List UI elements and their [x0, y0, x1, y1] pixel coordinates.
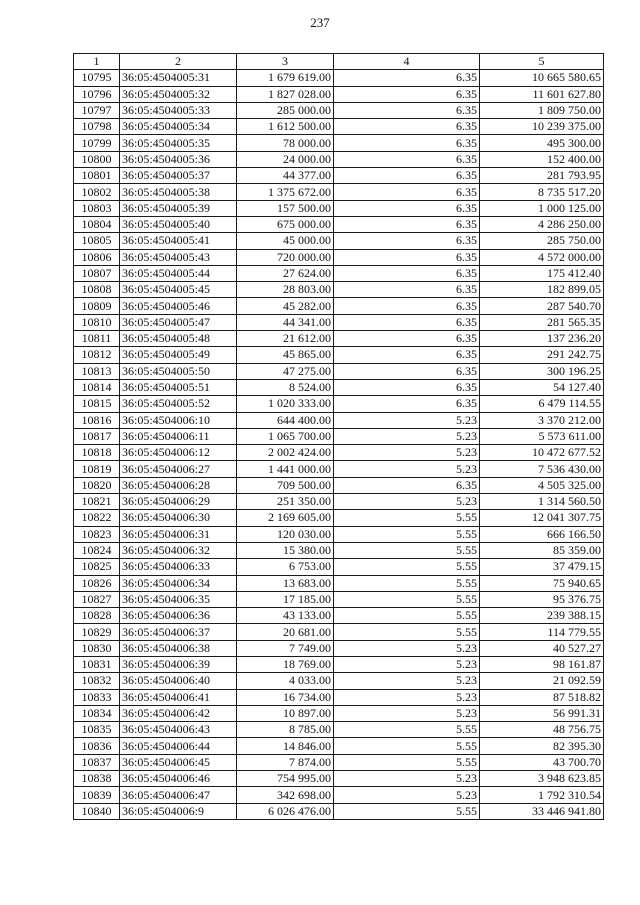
table-row — [74, 314, 604, 330]
table-row — [74, 705, 604, 721]
rate-cell: 6.35 — [334, 86, 480, 102]
table-row — [74, 184, 604, 200]
row-number-cell: 10820 — [74, 477, 120, 493]
table-row — [74, 445, 604, 461]
cadastral-number-cell: 36:05:4504006:43 — [120, 722, 237, 738]
cadastral-number-cell: 36:05:4504006:40 — [120, 673, 237, 689]
area-cell: 17 185.00 — [237, 591, 334, 607]
row-number-cell: 10799 — [74, 135, 120, 151]
area-cell: 45 282.00 — [237, 298, 334, 314]
rate-cell: 5.55 — [334, 722, 480, 738]
table-row — [74, 640, 604, 656]
rate-cell: 6.35 — [334, 151, 480, 167]
row-number-cell: 10828 — [74, 608, 120, 624]
area-cell: 1 020 333.00 — [237, 396, 334, 412]
table-row — [74, 494, 604, 510]
rate-cell: 6.35 — [334, 135, 480, 151]
value-cell: 1 000 125.00 — [480, 200, 604, 216]
table-row — [74, 249, 604, 265]
area-cell: 44 341.00 — [237, 314, 334, 330]
table-row — [74, 412, 604, 428]
value-cell: 1 792 310.54 — [480, 787, 604, 803]
area-cell: 2 002 424.00 — [237, 445, 334, 461]
rate-cell: 6.35 — [334, 216, 480, 232]
value-cell: 21 092.59 — [480, 673, 604, 689]
area-cell: 78 000.00 — [237, 135, 334, 151]
area-cell: 47 275.00 — [237, 363, 334, 379]
value-cell: 291 242.75 — [480, 347, 604, 363]
value-cell: 281 565.35 — [480, 314, 604, 330]
value-cell: 3 370 212.00 — [480, 412, 604, 428]
row-number-cell: 10802 — [74, 184, 120, 200]
cadastral-number-cell: 36:05:4504006:11 — [120, 428, 237, 444]
page-number: 237 — [310, 15, 330, 30]
rate-cell: 6.35 — [334, 102, 480, 118]
cadastral-number-cell: 36:05:4504006:34 — [120, 575, 237, 591]
row-number-cell: 10807 — [74, 265, 120, 281]
rate-cell: 6.35 — [334, 184, 480, 200]
value-cell: 4 572 000.00 — [480, 249, 604, 265]
cadastral-number-cell: 36:05:4504005:38 — [120, 184, 237, 200]
rate-cell: 6.35 — [334, 298, 480, 314]
rate-cell: 5.55 — [334, 624, 480, 640]
row-number-cell: 10796 — [74, 86, 120, 102]
rate-cell: 5.23 — [334, 656, 480, 672]
row-number-cell: 10808 — [74, 282, 120, 298]
row-number-cell: 10804 — [74, 216, 120, 232]
cadastral-number-cell: 36:05:4504005:35 — [120, 135, 237, 151]
rate-cell: 5.55 — [334, 738, 480, 754]
cadastral-number-cell: 36:05:4504005:49 — [120, 347, 237, 363]
table-row — [74, 428, 604, 444]
value-cell: 75 940.65 — [480, 575, 604, 591]
area-cell: 157 500.00 — [237, 200, 334, 216]
rate-cell: 5.23 — [334, 461, 480, 477]
area-cell: 27 624.00 — [237, 265, 334, 281]
area-cell: 6 753.00 — [237, 559, 334, 575]
row-number-cell: 10823 — [74, 526, 120, 542]
value-cell: 6 479 114.55 — [480, 396, 604, 412]
rate-cell: 6.35 — [334, 331, 480, 347]
row-number-cell: 10830 — [74, 640, 120, 656]
value-cell: 114 779.55 — [480, 624, 604, 640]
row-number-cell: 10824 — [74, 542, 120, 558]
value-cell: 87 518.82 — [480, 689, 604, 705]
rate-cell: 6.35 — [334, 314, 480, 330]
row-number-cell: 10833 — [74, 689, 120, 705]
row-number-cell: 10837 — [74, 754, 120, 770]
table-row — [74, 510, 604, 526]
area-cell: 45 865.00 — [237, 347, 334, 363]
cadastral-number-cell: 36:05:4504006:41 — [120, 689, 237, 705]
row-number-cell: 10806 — [74, 249, 120, 265]
area-cell: 1 065 700.00 — [237, 428, 334, 444]
cadastral-number-cell: 36:05:4504005:47 — [120, 314, 237, 330]
table-row — [74, 265, 604, 281]
area-cell: 1 827 028.00 — [237, 86, 334, 102]
row-number-cell: 10829 — [74, 624, 120, 640]
row-number-cell: 10810 — [74, 314, 120, 330]
cadastral-number-cell: 36:05:4504005:31 — [120, 70, 237, 86]
cadastral-number-cell: 36:05:4504006:44 — [120, 738, 237, 754]
rate-cell: 5.23 — [334, 494, 480, 510]
rate-cell: 5.55 — [334, 754, 480, 770]
rate-cell: 5.55 — [334, 803, 480, 819]
rate-cell: 6.35 — [334, 233, 480, 249]
row-number-cell: 10805 — [74, 233, 120, 249]
area-cell: 28 803.00 — [237, 282, 334, 298]
table-row — [74, 119, 604, 135]
value-cell: 85 359.00 — [480, 542, 604, 558]
cadastral-number-cell: 36:05:4504005:44 — [120, 265, 237, 281]
table-row — [74, 689, 604, 705]
rate-cell: 5.55 — [334, 575, 480, 591]
rate-cell: 5.23 — [334, 787, 480, 803]
rate-cell: 5.23 — [334, 428, 480, 444]
table-row — [74, 542, 604, 558]
area-cell: 1 612 500.00 — [237, 119, 334, 135]
area-cell: 1 375 672.00 — [237, 184, 334, 200]
row-number-cell: 10838 — [74, 771, 120, 787]
cadastral-number-cell: 36:05:4504005:43 — [120, 249, 237, 265]
cadastral-number-cell: 36:05:4504005:33 — [120, 102, 237, 118]
table-row — [74, 608, 604, 624]
table-row — [74, 233, 604, 249]
rate-cell: 6.35 — [334, 477, 480, 493]
table-row — [74, 379, 604, 395]
cadastral-number-cell: 36:05:4504006:32 — [120, 542, 237, 558]
area-cell: 720 000.00 — [237, 249, 334, 265]
table-row — [74, 591, 604, 607]
value-cell: 11 601 627.80 — [480, 86, 604, 102]
table-row — [74, 526, 604, 542]
area-cell: 13 683.00 — [237, 575, 334, 591]
rate-cell: 6.35 — [334, 265, 480, 281]
cadastral-number-cell: 36:05:4504005:45 — [120, 282, 237, 298]
area-cell: 44 377.00 — [237, 168, 334, 184]
table-row — [74, 102, 604, 118]
cadastral-number-cell: 36:05:4504006:27 — [120, 461, 237, 477]
cadastral-number-cell: 36:05:4504005:34 — [120, 119, 237, 135]
rate-cell: 5.55 — [334, 559, 480, 575]
table-row — [74, 673, 604, 689]
value-cell: 5 573 611.00 — [480, 428, 604, 444]
column-header-3: 3 — [237, 54, 334, 70]
value-cell: 152 400.00 — [480, 151, 604, 167]
area-cell: 342 698.00 — [237, 787, 334, 803]
row-number-cell: 10815 — [74, 396, 120, 412]
table-row — [74, 803, 604, 819]
row-number-cell: 10809 — [74, 298, 120, 314]
row-number-cell: 10840 — [74, 803, 120, 819]
rate-cell: 6.35 — [334, 379, 480, 395]
value-cell: 33 446 941.80 — [480, 803, 604, 819]
table-row — [74, 168, 604, 184]
rate-cell: 6.35 — [334, 363, 480, 379]
area-cell: 120 030.00 — [237, 526, 334, 542]
table-row — [74, 754, 604, 770]
rate-cell: 5.23 — [334, 771, 480, 787]
cadastral-number-cell: 36:05:4504006:33 — [120, 559, 237, 575]
value-cell: 10 239 375.00 — [480, 119, 604, 135]
value-cell: 40 527.27 — [480, 640, 604, 656]
table-row — [74, 363, 604, 379]
value-cell: 48 756.75 — [480, 722, 604, 738]
table-row — [74, 461, 604, 477]
area-cell: 754 995.00 — [237, 771, 334, 787]
row-number-cell: 10825 — [74, 559, 120, 575]
area-cell: 24 000.00 — [237, 151, 334, 167]
area-cell: 1 441 000.00 — [237, 461, 334, 477]
cadastral-number-cell: 36:05:4504005:51 — [120, 379, 237, 395]
cadastral-number-cell: 36:05:4504006:10 — [120, 412, 237, 428]
cadastral-number-cell: 36:05:4504006:39 — [120, 656, 237, 672]
area-cell: 20 681.00 — [237, 624, 334, 640]
rate-cell: 6.35 — [334, 119, 480, 135]
table-row — [74, 787, 604, 803]
cadastral-number-cell: 36:05:4504005:41 — [120, 233, 237, 249]
value-cell: 10 665 580.65 — [480, 70, 604, 86]
table-row — [74, 151, 604, 167]
area-cell: 43 133.00 — [237, 608, 334, 624]
cadastral-number-cell: 36:05:4504005:39 — [120, 200, 237, 216]
value-cell: 56 991.31 — [480, 705, 604, 721]
value-cell: 1 809 750.00 — [480, 102, 604, 118]
area-cell: 10 897.00 — [237, 705, 334, 721]
row-number-cell: 10831 — [74, 656, 120, 672]
rate-cell: 6.35 — [334, 396, 480, 412]
table-row — [74, 70, 604, 86]
row-number-cell: 10826 — [74, 575, 120, 591]
column-header-1: 1 — [74, 54, 120, 70]
table-row — [74, 575, 604, 591]
rate-cell: 6.35 — [334, 282, 480, 298]
value-cell: 1 314 560.50 — [480, 494, 604, 510]
value-cell: 8 735 517.20 — [480, 184, 604, 200]
rate-cell: 6.35 — [334, 249, 480, 265]
value-cell: 43 700.70 — [480, 754, 604, 770]
value-cell: 12 041 307.75 — [480, 510, 604, 526]
cadastral-number-cell: 36:05:4504006:9 — [120, 803, 237, 819]
area-cell: 45 000.00 — [237, 233, 334, 249]
cadastral-number-cell: 36:05:4504006:35 — [120, 591, 237, 607]
area-cell: 14 846.00 — [237, 738, 334, 754]
table-row — [74, 135, 604, 151]
table-row — [74, 559, 604, 575]
value-cell: 300 196.25 — [480, 363, 604, 379]
rate-cell: 6.35 — [334, 200, 480, 216]
area-cell: 644 400.00 — [237, 412, 334, 428]
table-row — [74, 396, 604, 412]
area-cell: 1 679 619.00 — [237, 70, 334, 86]
row-number-cell: 10818 — [74, 445, 120, 461]
cadastral-number-cell: 36:05:4504006:12 — [120, 445, 237, 461]
cadastral-number-cell: 36:05:4504006:42 — [120, 705, 237, 721]
table-row — [74, 624, 604, 640]
area-cell: 4 033.00 — [237, 673, 334, 689]
area-cell: 675 000.00 — [237, 216, 334, 232]
cadastral-number-cell: 36:05:4504005:37 — [120, 168, 237, 184]
cadastral-number-cell: 36:05:4504005:50 — [120, 363, 237, 379]
table-row — [74, 477, 604, 493]
table-row — [74, 86, 604, 102]
area-cell: 285 000.00 — [237, 102, 334, 118]
row-number-cell: 10816 — [74, 412, 120, 428]
area-cell: 2 169 605.00 — [237, 510, 334, 526]
value-cell: 182 899.05 — [480, 282, 604, 298]
area-cell: 8 785.00 — [237, 722, 334, 738]
rate-cell: 5.23 — [334, 705, 480, 721]
area-cell: 21 612.00 — [237, 331, 334, 347]
row-number-cell: 10803 — [74, 200, 120, 216]
rate-cell: 5.23 — [334, 689, 480, 705]
value-cell: 98 161.87 — [480, 656, 604, 672]
rate-cell: 5.23 — [334, 412, 480, 428]
cadastral-number-cell: 36:05:4504006:38 — [120, 640, 237, 656]
rate-cell: 5.55 — [334, 608, 480, 624]
cadastral-number-cell: 36:05:4504006:45 — [120, 754, 237, 770]
table-header-row — [74, 54, 604, 70]
row-number-cell: 10834 — [74, 705, 120, 721]
value-cell: 4 286 250.00 — [480, 216, 604, 232]
cadastral-number-cell: 36:05:4504006:29 — [120, 494, 237, 510]
rate-cell: 5.55 — [334, 510, 480, 526]
row-number-cell: 10839 — [74, 787, 120, 803]
cadastral-number-cell: 36:05:4504005:52 — [120, 396, 237, 412]
row-number-cell: 10800 — [74, 151, 120, 167]
value-cell: 82 395.30 — [480, 738, 604, 754]
cadastral-value-table — [73, 53, 604, 820]
row-number-cell: 10817 — [74, 428, 120, 444]
table-row — [74, 331, 604, 347]
area-cell: 251 350.00 — [237, 494, 334, 510]
row-number-cell: 10811 — [74, 331, 120, 347]
value-cell: 239 388.15 — [480, 608, 604, 624]
rate-cell: 5.55 — [334, 591, 480, 607]
row-number-cell: 10822 — [74, 510, 120, 526]
value-cell: 495 300.00 — [480, 135, 604, 151]
area-cell: 16 734.00 — [237, 689, 334, 705]
table-row — [74, 216, 604, 232]
value-cell: 37 479.15 — [480, 559, 604, 575]
table-row — [74, 738, 604, 754]
rate-cell: 5.23 — [334, 445, 480, 461]
table-row — [74, 282, 604, 298]
cadastral-number-cell: 36:05:4504006:30 — [120, 510, 237, 526]
rate-cell: 5.23 — [334, 640, 480, 656]
row-number-cell: 10835 — [74, 722, 120, 738]
row-number-cell: 10801 — [74, 168, 120, 184]
cadastral-number-cell: 36:05:4504005:36 — [120, 151, 237, 167]
value-cell: 4 505 325.00 — [480, 477, 604, 493]
value-cell: 95 376.75 — [480, 591, 604, 607]
value-cell: 10 472 677.52 — [480, 445, 604, 461]
table-body — [74, 70, 604, 820]
area-cell: 7 874.00 — [237, 754, 334, 770]
cadastral-number-cell: 36:05:4504005:46 — [120, 298, 237, 314]
cadastral-number-cell: 36:05:4504006:28 — [120, 477, 237, 493]
area-cell: 709 500.00 — [237, 477, 334, 493]
rate-cell: 6.35 — [334, 70, 480, 86]
cadastral-number-cell: 36:05:4504005:32 — [120, 86, 237, 102]
row-number-cell: 10821 — [74, 494, 120, 510]
row-number-cell: 10797 — [74, 102, 120, 118]
area-cell: 6 026 476.00 — [237, 803, 334, 819]
rate-cell: 6.35 — [334, 168, 480, 184]
table-row — [74, 656, 604, 672]
row-number-cell: 10836 — [74, 738, 120, 754]
column-header-2: 2 — [120, 54, 237, 70]
value-cell: 7 536 430.00 — [480, 461, 604, 477]
table-row — [74, 771, 604, 787]
cadastral-number-cell: 36:05:4504006:46 — [120, 771, 237, 787]
row-number-cell: 10819 — [74, 461, 120, 477]
row-number-cell: 10812 — [74, 347, 120, 363]
cadastral-number-cell: 36:05:4504005:40 — [120, 216, 237, 232]
cadastral-number-cell: 36:05:4504006:36 — [120, 608, 237, 624]
area-cell: 7 749.00 — [237, 640, 334, 656]
value-cell: 137 236.20 — [480, 331, 604, 347]
cadastral-number-cell: 36:05:4504006:31 — [120, 526, 237, 542]
rate-cell: 5.23 — [334, 673, 480, 689]
value-cell: 281 793.95 — [480, 168, 604, 184]
value-cell: 54 127.40 — [480, 379, 604, 395]
area-cell: 15 380.00 — [237, 542, 334, 558]
column-header-4: 4 — [334, 54, 480, 70]
cadastral-number-cell: 36:05:4504005:48 — [120, 331, 237, 347]
row-number-cell: 10832 — [74, 673, 120, 689]
column-header-5: 5 — [480, 54, 604, 70]
value-cell: 175 412.40 — [480, 265, 604, 281]
value-cell: 287 540.70 — [480, 298, 604, 314]
row-number-cell: 10795 — [74, 70, 120, 86]
rate-cell: 5.55 — [334, 526, 480, 542]
row-number-cell: 10813 — [74, 363, 120, 379]
table-row — [74, 200, 604, 216]
table-row — [74, 347, 604, 363]
rate-cell: 5.55 — [334, 542, 480, 558]
cadastral-number-cell: 36:05:4504006:47 — [120, 787, 237, 803]
cadastral-number-cell: 36:05:4504006:37 — [120, 624, 237, 640]
rate-cell: 6.35 — [334, 347, 480, 363]
value-cell: 285 750.00 — [480, 233, 604, 249]
value-cell: 3 948 623.85 — [480, 771, 604, 787]
row-number-cell: 10798 — [74, 119, 120, 135]
value-cell: 666 166.50 — [480, 526, 604, 542]
area-cell: 18 769.00 — [237, 656, 334, 672]
table-row — [74, 722, 604, 738]
table-row — [74, 298, 604, 314]
area-cell: 8 524.00 — [237, 379, 334, 395]
row-number-cell: 10814 — [74, 379, 120, 395]
row-number-cell: 10827 — [74, 591, 120, 607]
